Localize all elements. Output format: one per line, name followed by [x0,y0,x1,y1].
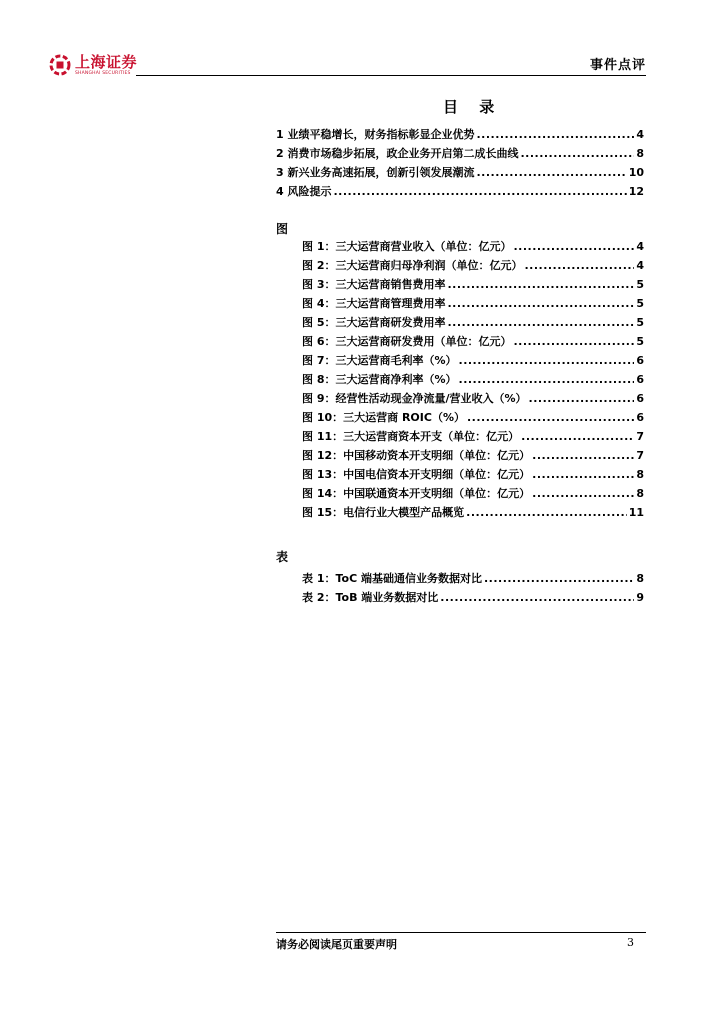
entry-leader [459,372,635,388]
entry-leader [476,127,634,143]
entry-page: 5 [636,278,644,291]
entry-title: 4 风险提示 [276,185,332,198]
entry-title: 图 5：三大运营商研发费用率 [302,316,446,329]
toc-entry[interactable] [276,184,644,200]
table-entry[interactable] [302,571,644,587]
entry-title: 表 1：ToC 端基础通信业务数据对比 [302,572,482,585]
entry-page: 6 [636,392,644,405]
entry-title: 图 1：三大运营商营业收入（单位：亿元） [302,240,512,253]
entry-page: 12 [628,185,644,198]
footer-divider [276,932,646,933]
logo-name-en: SHANGHAI SECURITIES [75,71,131,76]
entry-page: 4 [636,240,644,253]
entry-title: 图 8：三大运营商净利率（%） [302,373,457,386]
entry-leader [447,296,634,312]
table-entry[interactable] [302,590,644,606]
toc-entry[interactable] [276,127,644,143]
entry-page: 9 [636,591,644,604]
entry-page: 8 [636,468,644,481]
figure-entry[interactable] [302,448,644,464]
entry-title: 图 13：中国电信资本开支明细（单位：亿元） [302,468,531,481]
entry-leader [513,239,634,255]
entry-page: 11 [628,506,644,519]
doc-type: 事件点评 [589,58,646,73]
entry-title: 图 10：三大运营商 ROIC（%） [302,411,465,424]
figure-entry[interactable] [302,353,644,369]
figure-entry[interactable] [302,334,644,350]
entry-title: 图 7：三大运营商毛利率（%） [302,354,457,367]
entry-page: 8 [636,147,644,160]
figure-entry[interactable] [302,372,644,388]
entry-leader [467,410,634,426]
figure-entry[interactable] [302,258,644,274]
disclaimer-notice: 请务必阅读尾页重要声明 [276,938,397,951]
header-divider [136,75,646,76]
entry-leader [524,258,634,274]
company-logo [49,54,137,77]
entry-leader [484,571,634,587]
figure-entry[interactable] [302,239,644,255]
logo-mark-icon [49,54,71,76]
entry-leader [447,277,634,293]
entry-leader [520,146,634,162]
figure-entry[interactable] [302,505,644,521]
entry-page: 8 [636,487,644,500]
figure-entry[interactable] [302,296,644,312]
entry-leader [529,391,635,407]
entry-page: 6 [636,373,644,386]
entry-leader [532,467,634,483]
entry-title: 图 4：三大运营商管理费用率 [302,297,446,310]
entry-page: 7 [636,449,644,462]
entry-leader [513,334,634,350]
entry-leader [532,486,634,502]
entry-title: 图 11：三大运营商资本开支（单位：亿元） [302,430,520,443]
toc-entry[interactable] [276,165,644,181]
entry-page: 5 [636,297,644,310]
entry-page: 4 [636,259,644,272]
entry-page: 10 [628,166,644,179]
figure-entry[interactable] [302,429,644,445]
figure-entry[interactable] [302,486,644,502]
entry-title: 图 12：中国移动资本开支明细（单位：亿元） [302,449,531,462]
entry-title: 1 业绩平稳增长，财务指标彰显企业优势 [276,128,475,141]
entry-title: 2 消费市场稳步拓展，政企业务开启第二成长曲线 [276,147,519,160]
entry-title: 图 6：三大运营商研发费用（单位：亿元） [302,335,512,348]
entry-leader [521,429,634,445]
entry-page: 6 [636,411,644,424]
entry-page: 8 [636,572,644,585]
entry-leader [532,448,634,464]
entry-title: 图 14：中国联通资本开支明细（单位：亿元） [302,487,531,500]
entry-leader [440,590,634,606]
entry-page: 5 [636,316,644,329]
figures-heading: 图 [276,222,289,236]
tables-heading: 表 [276,550,289,564]
entry-page: 7 [636,430,644,443]
entry-leader [476,165,626,181]
logo-name-cn: 上海证券 [75,53,138,71]
entry-title: 图 9：经营性活动现金净流量/营业收入（%） [302,392,527,405]
entry-page: 4 [636,128,644,141]
page-number: 3 [627,936,634,949]
entry-leader [447,315,634,331]
figure-entry[interactable] [302,410,644,426]
entry-page: 6 [636,354,644,367]
entry-title: 图 3：三大运营商销售费用率 [302,278,446,291]
entry-title: 3 新兴业务高速拓展，创新引领发展潮流 [276,166,475,179]
figure-entry[interactable] [302,467,644,483]
entry-title: 表 2：ToB 端业务数据对比 [302,591,439,604]
toc-heading: 目 录 [443,98,503,116]
entry-page: 5 [636,335,644,348]
figure-entry[interactable] [302,391,644,407]
toc-entry[interactable] [276,146,644,162]
figure-entry[interactable] [302,277,644,293]
figure-entry[interactable] [302,315,644,331]
entry-title: 图 2：三大运营商归母净利润（单位：亿元） [302,259,523,272]
entry-leader [459,353,635,369]
entry-leader [333,184,626,200]
entry-leader [466,505,627,521]
entry-title: 图 15：电信行业大模型产品概览 [302,506,465,519]
